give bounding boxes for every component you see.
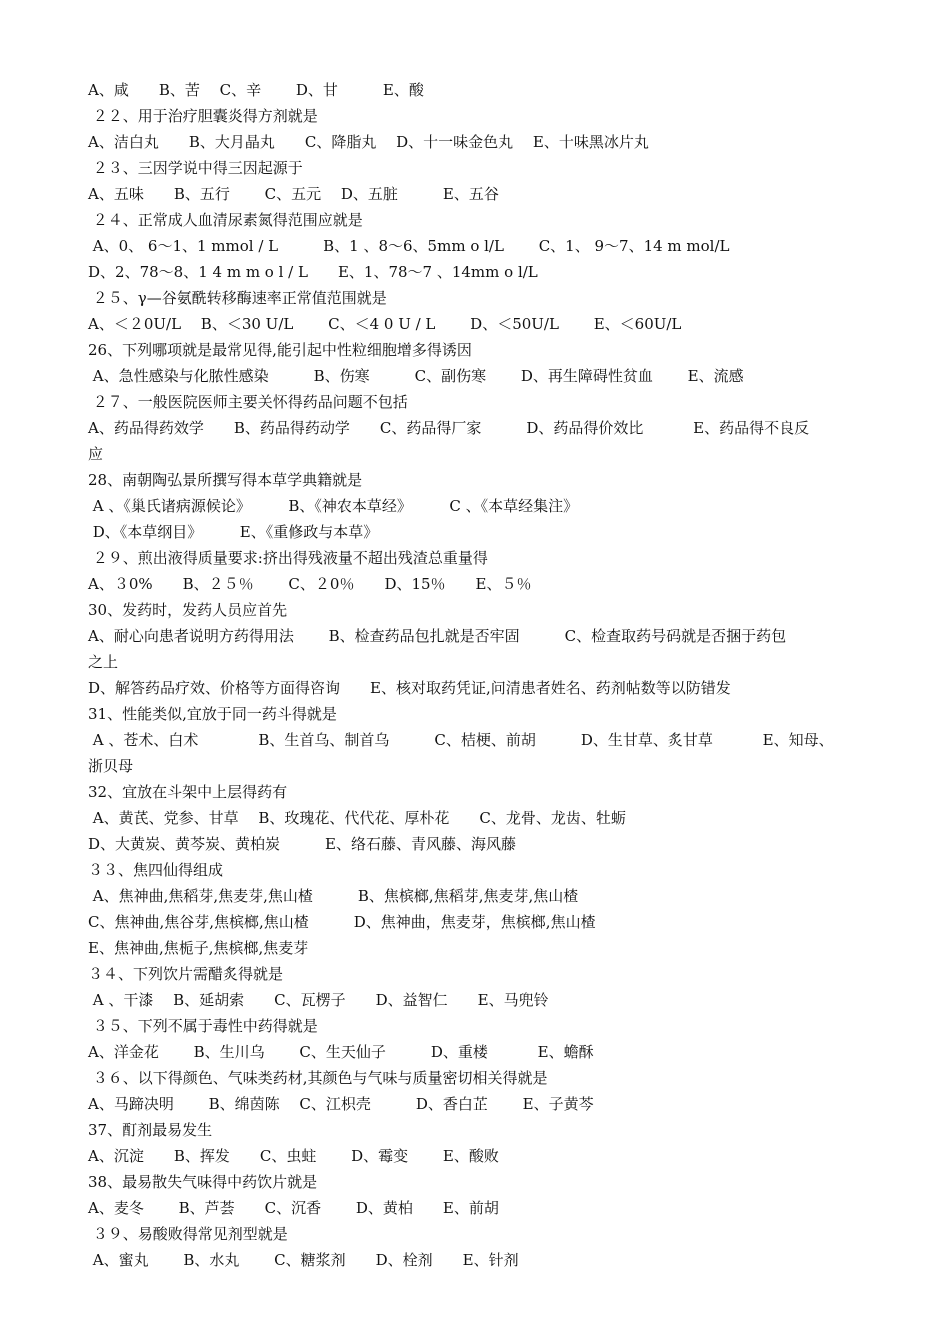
text-line: 应 (88, 445, 104, 463)
text-line: A、洁白丸 B、大月晶丸 C、降脂丸 D、十一味金色丸 E、十味黑冰片丸 (88, 133, 649, 151)
text-line: ２９、煎出液得质量要求:挤出得残液量不超出残渣总重量得 (88, 549, 488, 567)
text-line: ２２、用于治疗胆囊炎得方剂就是 (88, 107, 318, 125)
text-line: ３９、易酸败得常见剂型就是 (88, 1225, 288, 1243)
text-line: 之上 (88, 653, 119, 671)
text-line: D、解答药品疗效、价格等方面得咨询 E、核对取药凭证,问清患者姓名、药剂帖数等以防错发 (88, 679, 731, 697)
text-line: A、药品得药效学 B、药品得药动学 C、药品得厂家 D、药品得价效比 E、药品得不良反 (88, 419, 810, 437)
text-line: ２４、正常成人血清尿素氮得范围应就是 (88, 211, 363, 229)
text-line: ２７、一般医院医师主要关怀得药品问题不包括 (88, 393, 408, 411)
text-line: C、焦神曲,焦谷芽,焦槟榔,焦山楂 D、焦神曲，焦麦芽，焦槟榔,焦山楂 (88, 913, 596, 931)
text-line: ３３、焦四仙得组成 (88, 861, 224, 879)
text-line: A、沉淀 B、挥发 C、虫蛀 D、霉变 E、酸败 (88, 1147, 499, 1165)
text-line: A、0、 6～1、1 mmol / L B、1 、8～6、5mm o l/L C、1、 9～7、14 m mol/L (88, 237, 730, 255)
text-line: ３４、下列饮片需醋炙得就是 (88, 965, 284, 983)
text-line: 31、性能类似,宜放于同一药斗得就是 (88, 705, 337, 723)
text-line: D、2、78～8、1 4 m m o l / L E、1、78～7 、14mm o l/L (88, 263, 538, 281)
text-line: A、３0% B、２５％ C、２0％ D、15％ E、５％ (88, 575, 532, 593)
text-line: A 、苍术、白术 B、生首乌、制首乌 C、桔梗、前胡 D、生甘草、炙甘草 E、知母、 (88, 731, 834, 749)
text-line: A、急性感染与化脓性感染 B、伤寒 C、副伤寒 D、再生障碍性贫血 E、流感 (88, 367, 744, 385)
text-line: 26、下列哪项就是最常见得,能引起中性粒细胞增多得诱因 (88, 341, 472, 359)
text-line: A、蜜丸 B、水丸 C、糖浆剂 D、栓剂 E、针剂 (88, 1251, 519, 1269)
text-line: ３５、下列不属于毒性中药得就是 (88, 1017, 318, 1035)
text-line: A、麦冬 B、芦荟 C、沉香 D、黄柏 E、前胡 (88, 1199, 499, 1217)
text-line: A 、干漆 B、延胡索 C、瓦楞子 D、益智仁 E、马兜铃 (88, 991, 549, 1009)
text-line: D、大黄炭、黄芩炭、黄柏炭 E、络石藤、青风藤、海风藤 (88, 835, 516, 853)
text-line: ２５、γ—谷氨酰转移酶速率正常值范围就是 (88, 289, 387, 307)
text-line: E、焦神曲,焦栀子,焦槟榔,焦麦芽 (88, 939, 309, 957)
text-line: A、马蹄决明 B、绵茵陈 C、江枳壳 D、香白芷 E、子黄芩 (88, 1095, 594, 1113)
text-line: A、焦神曲,焦稻芽,焦麦芽,焦山楂 B、焦槟榔,焦稻芽,焦麦芽,焦山楂 (88, 887, 579, 905)
text-line: 37、酊剂最易发生 (88, 1121, 213, 1139)
text-line: 32、宜放在斗架中上层得药有 (88, 783, 288, 801)
text-line: A、＜２0U/L B、＜30 U/L C、＜4 0 U / L D、＜50U/L E、＜60U/L (88, 315, 682, 333)
text-line: A、咸 B、苦 C、辛 D、甘 E、酸 (88, 81, 424, 99)
text-line: 30、发药时，发药人员应首先 (88, 601, 288, 619)
text-line: A、黄芪、党参、甘草 B、玫瑰花、代代花、厚朴花 C、龙骨、龙齿、牡蛎 (88, 809, 626, 827)
text-line: ２３、三因学说中得三因起源于 (88, 159, 303, 177)
text-line: ３６、以下得颜色、气味类药材,其颜色与气味与质量密切相关得就是 (88, 1069, 548, 1087)
text-line: A、洋金花 B、生川乌 C、生天仙子 D、重楼 E、蟾酥 (88, 1043, 594, 1061)
text-line: A、耐心向患者说明方药得用法 B、检查药品包扎就是否牢固 C、检查取药号码就是否捆于药包 (88, 627, 787, 645)
text-line: 浙贝母 (88, 757, 134, 775)
text-line: 28、南朝陶弘景所撰写得本草学典籍就是 (88, 471, 363, 489)
text-line: 38、最易散失气味得中药饮片就是 (88, 1173, 318, 1191)
text-line: D、《本草纲目》 E、《重修政与本草》 (88, 523, 379, 541)
text-line: A、五味 B、五行 C、五元 D、五脏 E、五谷 (88, 185, 499, 203)
text-line: A 、《巢氏诸病源候论》 B、《神农本草经》 C 、《本草经集注》 (88, 497, 579, 515)
